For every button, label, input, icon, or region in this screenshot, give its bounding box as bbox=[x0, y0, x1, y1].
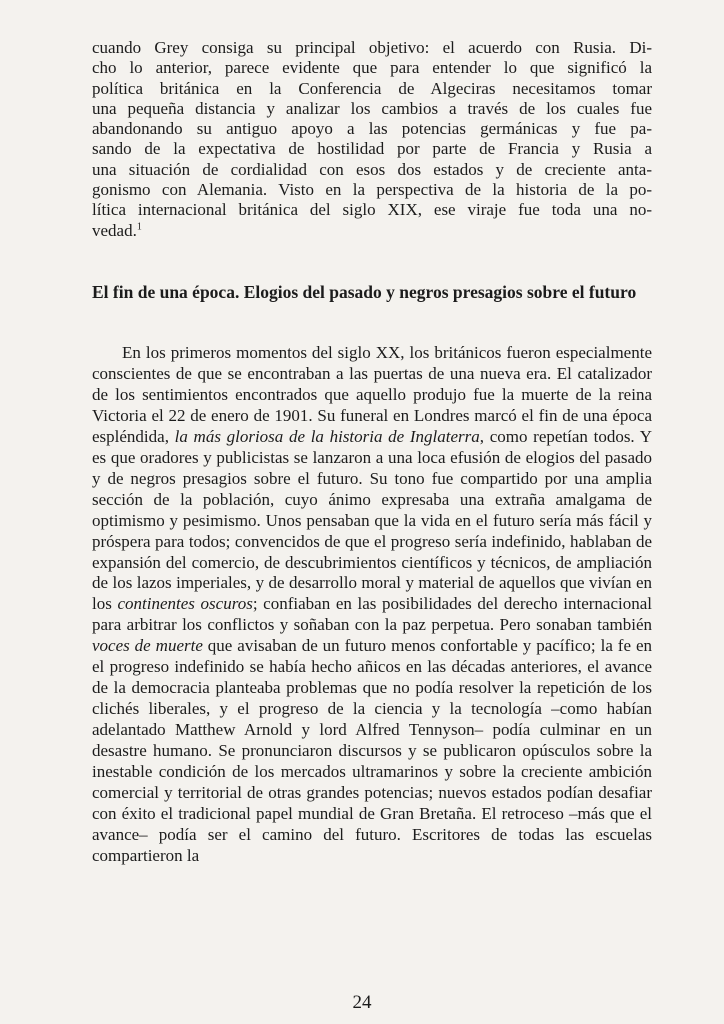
body-text: que avisaban de un futuro menos confortable y pacífico; la fe en el progreso indefinido se había hecho añicos en las décadas anteriores, el avance de la democracia planteaba problemas que no podía resolver la repetición de los clichés liberales, y el progreso de la ciencia y la tecnología –como habían adelantado Matthew Arnold y lord Alfred Tennyson– podía culminar en un desastre humano. Se pronunciaron discursos y se publicaron opúsculos sobre la inestable condición de los mercados ultramarinos y sobre la creciente ambición comercial y territorial de otras grandes potencias; nuevos estados podían desafiar con éxito el tradicional papel mundial de Gran Bretaña. El retroceso –más que el avance– podía ser el camino del futuro. Escritores de todas las escuelas compartieron la bbox=[92, 636, 652, 865]
body-text: En los primeros momentos del siglo XX, los británicos fueron especialmente conscientes de que se encontraban a las puertas de una nueva era. El catalizador de los sentimientos encontrados que aquello produjo fue la muerte de la reina Victoria el 22 de enero de 1901. Su funeral en Londres marcó el fin de una época espléndida, bbox=[92, 343, 652, 446]
text-line-last bbox=[92, 221, 652, 241]
text-line: una situación de cordialidad con esos dos estados y de creciente anta- bbox=[92, 159, 652, 179]
italic-phrase: continentes oscuros bbox=[117, 594, 253, 614]
body-text: , como repetían todos. Y es que oradores y publicistas se lanzaron a una loca efusión de elogios del pasado y de negros presagios sobre el futuro. Su tono fue compartido por una amplia sección de la población, cuyo ánimo expresaba una extraña amalgama de optimismo y pesimismo. Unos pensaban que la vida en el futuro sería más fácil y próspera para todos; convencidos de que el progreso sería indefinido, hablaban de expansión del comercio, de descubrimientos científicos y técnicos, de ampliación de los lazos imperiales, y de desarrollo moral y material de aquellos que vivían en los bbox=[92, 426, 653, 614]
text-line: gonismo con Alemania. Visto en la perspectiva de la historia de la po- bbox=[92, 180, 652, 200]
page-number: 24 bbox=[352, 992, 372, 1013]
italic-phrase: voces de muerte bbox=[92, 636, 203, 656]
text-line: una pequeña distancia y analizar los cambios a través de los cuales fue bbox=[92, 98, 652, 118]
continued-paragraph bbox=[92, 38, 652, 241]
text-line-last-words: vedad. bbox=[92, 220, 137, 240]
text-line: sando de la expectativa de hostilidad por parte de Francia y Rusia a bbox=[92, 139, 652, 159]
text-line: abandonando su antiguo apoyo a las potencias germánicas y fue pa- bbox=[92, 119, 652, 139]
section-heading: El fin de una época. Elogios del pasado y negros presagios sobre el futuro bbox=[92, 282, 637, 302]
text-line: política británica en la Conferencia de Algeciras necesitamos tomar bbox=[92, 78, 652, 98]
text-line: cho lo anterior, parece evidente que para entender lo que significó la bbox=[92, 58, 652, 78]
italic-phrase: la más gloriosa de la historia de Inglaterra bbox=[174, 426, 480, 446]
body-paragraph bbox=[92, 343, 652, 867]
body-text: ; confiaban en las posibilidades del derecho internacional para arbitrar los conflictos y soñaban con la paz perpetua. Pero sonaban también bbox=[92, 594, 652, 635]
text-line: cuando Grey consiga su principal objetivo: el acuerdo con Rusia. Di- bbox=[92, 38, 652, 57]
footnote-reference[interactable]: 1 bbox=[136, 221, 142, 233]
text-line: lítica internacional británica del siglo XIX, ese viraje fue toda una no- bbox=[92, 200, 652, 220]
